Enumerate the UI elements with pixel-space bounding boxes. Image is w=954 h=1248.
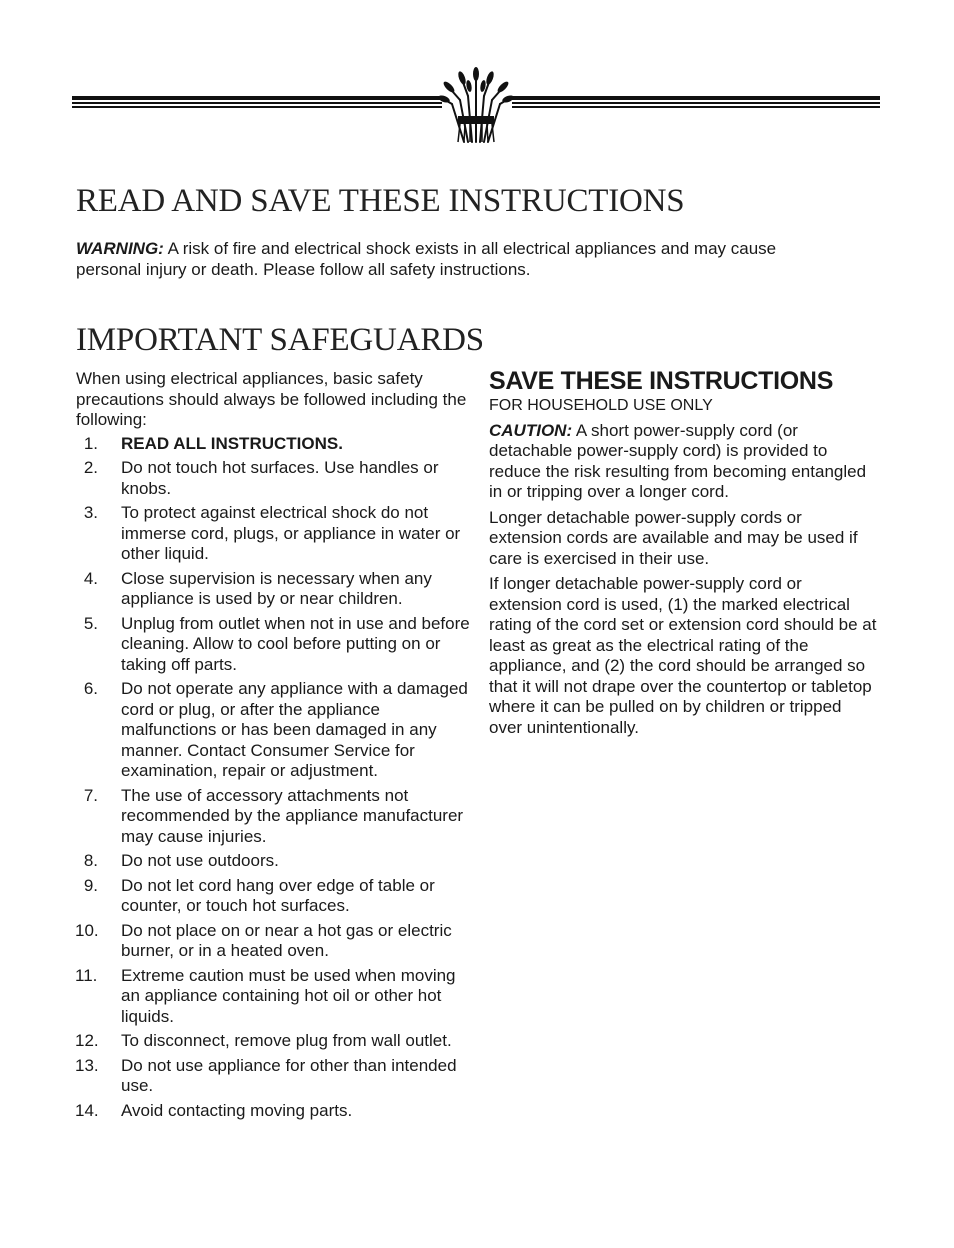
warning-text: A risk of fire and electrical shock exists in all electrical appliances and may cause personal injury or death. Please follow all safety instructions.	[76, 239, 777, 279]
list-item	[76, 921, 471, 962]
safeguards-heading: IMPORTANT SAFEGUARDS	[76, 322, 484, 358]
list-item-number: 14.	[75, 1100, 99, 1120]
list-item-text: Do not operate any appliance with a damaged cord or plug, or after the appliance malfunctions or has been damaged in any manner. Contact Consumer Service for examination, repair or adjustment.	[121, 679, 468, 780]
list-item-text: The use of accessory attachments not recommended by the appliance manufacturer may cause injuries.	[121, 785, 464, 846]
list-item	[76, 614, 471, 676]
list-item-number: 1.	[83, 433, 98, 453]
list-item-number: 11.	[75, 965, 98, 985]
list-item	[76, 434, 471, 455]
list-item	[76, 851, 471, 872]
list-item-text: Extreme caution must be used when moving an appliance containing hot oil or other hot liquids.	[121, 965, 456, 1026]
caution-text: A short power-supply cord (or detachable power-supply cord) is provided to reduce the risk resulting from becoming entangled in or tripping over a longer cord.	[489, 420, 867, 501]
list-item-text: To disconnect, remove plug from wall outlet.	[121, 1031, 452, 1050]
household-use-subheading: FOR HOUSEHOLD USE ONLY	[489, 397, 713, 414]
warning-label: WARNING:	[76, 239, 164, 258]
list-item	[76, 503, 471, 565]
cord-paragraph-3: If longer detachable power-supply cord or extension cord is used, (1) the marked electrical rating of the cord set or extension cord should be at least as great as the electrical rating of the appliance, and (2) the cord should be arranged so that it will not drape over the countertop or tabletop where it can be pulled on by children or tripped over unintentionally.	[489, 574, 877, 737]
caution-label: CAUTION:	[489, 420, 573, 440]
list-item-text: Avoid contacting moving parts.	[121, 1100, 353, 1120]
list-item-number: 7.	[83, 785, 98, 805]
list-item-text: Do not touch hot surfaces. Use handles or knobs.	[121, 458, 439, 498]
list-item-text: Do not use outdoors.	[121, 851, 279, 870]
list-item	[76, 876, 471, 917]
list-item	[76, 786, 471, 848]
list-item-text: To protect against electrical shock do not immerse cord, plugs, or appliance in water or other liquid.	[121, 503, 461, 563]
list-item-number: 10.	[75, 920, 99, 940]
list-item	[76, 569, 471, 610]
safeguards-column	[76, 369, 471, 1125]
page-title: READ AND SAVE THESE INSTRUCTIONS	[76, 183, 685, 219]
cord-paragraph-2: Longer detachable power-supply cords or extension cords are available and may be used if care is exercised in their use.	[489, 507, 858, 568]
list-item-number: 9.	[83, 875, 98, 895]
list-item	[76, 458, 471, 499]
list-item-text: Unplug from outlet when not in use and before cleaning. Allow to cool before putting on or taking off parts.	[121, 613, 470, 674]
wheat-sheaf-icon	[438, 64, 514, 144]
list-item	[76, 1056, 471, 1097]
caution-paragraph	[489, 421, 879, 503]
list-item-text: Do not let cord hang over edge of table or counter, or touch hot surfaces.	[121, 875, 435, 915]
list-item-number: 5.	[83, 613, 98, 633]
header-rule-left	[72, 96, 442, 108]
list-item-number: 13.	[75, 1055, 99, 1075]
list-item-text: Do not place on or near a hot gas or electric burner, or in a heated oven.	[121, 920, 452, 960]
list-item-text: READ ALL INSTRUCTIONS.	[121, 433, 343, 453]
safeguards-list	[76, 434, 471, 1122]
save-instructions-column	[489, 366, 879, 743]
save-instructions-heading: SAVE THESE INSTRUCTIONS	[489, 367, 834, 395]
list-item	[76, 1101, 471, 1122]
list-item-number: 3.	[83, 503, 98, 522]
list-item	[76, 966, 471, 1028]
list-item-number: 12.	[75, 1031, 99, 1050]
list-item	[76, 679, 471, 782]
list-item-number: 4.	[83, 568, 98, 588]
list-item	[76, 1031, 471, 1052]
safeguards-intro: When using electrical appliances, basic safety precautions should always be followed including the following:	[76, 369, 467, 429]
warning-paragraph	[76, 238, 836, 280]
list-item-number: 6.	[83, 679, 98, 698]
header-rule-right	[512, 96, 880, 108]
list-item-text: Do not use appliance for other than intended use.	[121, 1055, 457, 1095]
list-item-number: 8.	[83, 851, 98, 870]
list-item-number: 2.	[83, 458, 98, 477]
list-item-text: Close supervision is necessary when any appliance is used by or near children.	[121, 568, 432, 608]
